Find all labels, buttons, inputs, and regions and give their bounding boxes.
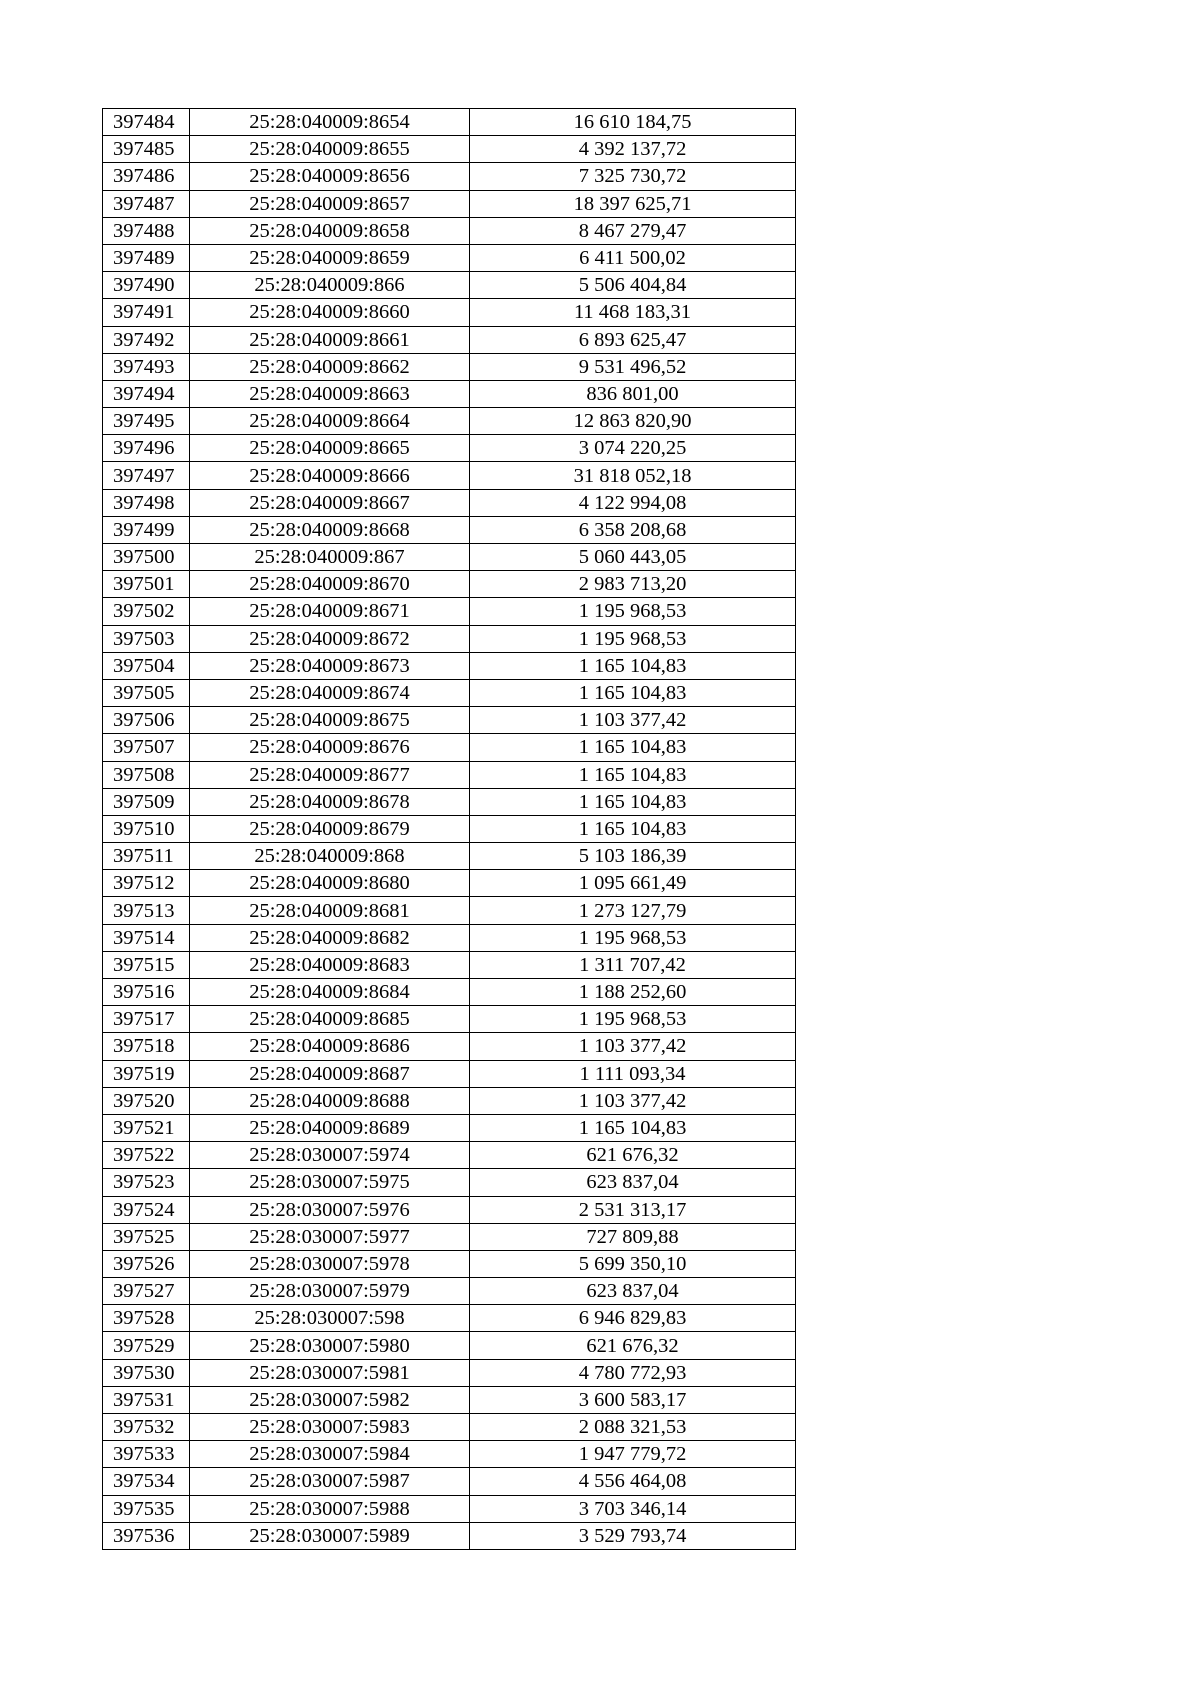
cadastral-number-cell: 25:28:040009:8684 [190, 979, 470, 1006]
row-number-cell: 397494 [103, 380, 190, 407]
cadastral-value-cell: 5 699 350,10 [470, 1250, 796, 1277]
cadastral-number-cell: 25:28:040009:8680 [190, 870, 470, 897]
table-row [103, 462, 796, 489]
cadastral-number-cell: 25:28:040009:8663 [190, 380, 470, 407]
table-row [103, 1522, 796, 1549]
cadastral-value-cell: 11 468 183,31 [470, 299, 796, 326]
table-row [103, 1006, 796, 1033]
cadastral-number-cell: 25:28:040009:8685 [190, 1006, 470, 1033]
table-row [103, 1250, 796, 1277]
cadastral-value-cell: 2 531 313,17 [470, 1196, 796, 1223]
table-row [103, 516, 796, 543]
row-number-cell: 397530 [103, 1359, 190, 1386]
cadastral-number-cell: 25:28:040009:8657 [190, 190, 470, 217]
row-number-cell: 397529 [103, 1332, 190, 1359]
table-row [103, 951, 796, 978]
row-number-cell: 397490 [103, 272, 190, 299]
row-number-cell: 397487 [103, 190, 190, 217]
row-number-cell: 397491 [103, 299, 190, 326]
cadastral-value-cell: 6 358 208,68 [470, 516, 796, 543]
cadastral-number-cell: 25:28:040009:8659 [190, 244, 470, 271]
row-number-cell: 397524 [103, 1196, 190, 1223]
cadastral-number-cell: 25:28:030007:5976 [190, 1196, 470, 1223]
cadastral-value-cell: 1 165 104,83 [470, 1114, 796, 1141]
cadastral-value-cell: 3 529 793,74 [470, 1522, 796, 1549]
cadastral-value-cell: 1 103 377,42 [470, 1033, 796, 1060]
table-row [103, 544, 796, 571]
cadastral-value-cell: 3 703 346,14 [470, 1495, 796, 1522]
table-row [103, 1169, 796, 1196]
cadastral-value-cell: 8 467 279,47 [470, 217, 796, 244]
cadastral-number-cell: 25:28:040009:868 [190, 843, 470, 870]
cadastral-number-cell: 25:28:040009:8679 [190, 815, 470, 842]
cadastral-value-cell: 4 392 137,72 [470, 136, 796, 163]
cadastral-number-cell: 25:28:040009:8686 [190, 1033, 470, 1060]
cadastral-number-cell: 25:28:040009:8667 [190, 489, 470, 516]
row-number-cell: 397513 [103, 897, 190, 924]
table-row [103, 1414, 796, 1441]
cadastral-number-cell: 25:28:040009:8674 [190, 679, 470, 706]
table-row [103, 788, 796, 815]
row-number-cell: 397510 [103, 815, 190, 842]
cadastral-number-cell: 25:28:040009:8672 [190, 625, 470, 652]
table-row [103, 136, 796, 163]
cadastral-number-cell: 25:28:030007:5988 [190, 1495, 470, 1522]
table-row [103, 380, 796, 407]
cadastral-number-cell: 25:28:040009:8666 [190, 462, 470, 489]
cadastral-number-cell: 25:28:030007:5987 [190, 1468, 470, 1495]
cadastral-number-cell: 25:28:040009:8677 [190, 761, 470, 788]
cadastral-number-cell: 25:28:040009:8687 [190, 1060, 470, 1087]
cadastral-number-cell: 25:28:030007:5975 [190, 1169, 470, 1196]
row-number-cell: 397502 [103, 598, 190, 625]
row-number-cell: 397509 [103, 788, 190, 815]
cadastral-value-cell: 1 195 968,53 [470, 924, 796, 951]
cadastral-number-cell: 25:28:040009:8662 [190, 353, 470, 380]
cadastral-value-cell: 621 676,32 [470, 1332, 796, 1359]
cadastral-number-cell: 25:28:040009:8654 [190, 109, 470, 136]
row-number-cell: 397531 [103, 1386, 190, 1413]
table-row [103, 1468, 796, 1495]
cadastral-value-cell: 6 411 500,02 [470, 244, 796, 271]
cadastral-value-cell: 5 103 186,39 [470, 843, 796, 870]
row-number-cell: 397499 [103, 516, 190, 543]
cadastral-value-cell: 4 122 994,08 [470, 489, 796, 516]
row-number-cell: 397525 [103, 1223, 190, 1250]
cadastral-value-cell: 1 165 104,83 [470, 734, 796, 761]
cadastral-number-cell: 25:28:040009:8664 [190, 408, 470, 435]
cadastral-value-cell: 7 325 730,72 [470, 163, 796, 190]
table-row [103, 1223, 796, 1250]
cadastral-number-cell: 25:28:040009:8682 [190, 924, 470, 951]
row-number-cell: 397522 [103, 1142, 190, 1169]
table-body [103, 109, 796, 1550]
cadastral-value-cell: 1 165 104,83 [470, 815, 796, 842]
cadastral-value-cell: 1 165 104,83 [470, 652, 796, 679]
cadastral-value-cell: 31 818 052,18 [470, 462, 796, 489]
cadastral-value-cell: 1 111 093,34 [470, 1060, 796, 1087]
cadastral-value-cell: 16 610 184,75 [470, 109, 796, 136]
row-number-cell: 397528 [103, 1305, 190, 1332]
row-number-cell: 397506 [103, 707, 190, 734]
table-row [103, 1305, 796, 1332]
row-number-cell: 397503 [103, 625, 190, 652]
cadastral-value-cell: 9 531 496,52 [470, 353, 796, 380]
cadastral-value-cell: 1 165 104,83 [470, 788, 796, 815]
cadastral-value-cell: 727 809,88 [470, 1223, 796, 1250]
cadastral-number-cell: 25:28:030007:5979 [190, 1278, 470, 1305]
cadastral-value-cell: 1 947 779,72 [470, 1441, 796, 1468]
cadastral-value-cell: 836 801,00 [470, 380, 796, 407]
table-row [103, 1359, 796, 1386]
table-row [103, 190, 796, 217]
cadastral-value-table [102, 108, 796, 1550]
cadastral-value-cell: 2 088 321,53 [470, 1414, 796, 1441]
cadastral-number-cell: 25:28:040009:8668 [190, 516, 470, 543]
table-row [103, 1142, 796, 1169]
cadastral-value-cell: 3 600 583,17 [470, 1386, 796, 1413]
cadastral-number-cell: 25:28:030007:598 [190, 1305, 470, 1332]
table-row [103, 1196, 796, 1223]
cadastral-value-cell: 5 506 404,84 [470, 272, 796, 299]
row-number-cell: 397534 [103, 1468, 190, 1495]
cadastral-number-cell: 25:28:030007:5989 [190, 1522, 470, 1549]
cadastral-value-cell: 4 556 464,08 [470, 1468, 796, 1495]
cadastral-value-cell: 623 837,04 [470, 1278, 796, 1305]
row-number-cell: 397497 [103, 462, 190, 489]
cadastral-number-cell: 25:28:030007:5984 [190, 1441, 470, 1468]
cadastral-number-cell: 25:28:040009:8676 [190, 734, 470, 761]
cadastral-number-cell: 25:28:040009:866 [190, 272, 470, 299]
cadastral-value-cell: 623 837,04 [470, 1169, 796, 1196]
row-number-cell: 397511 [103, 843, 190, 870]
row-number-cell: 397500 [103, 544, 190, 571]
row-number-cell: 397523 [103, 1169, 190, 1196]
cadastral-number-cell: 25:28:040009:8683 [190, 951, 470, 978]
row-number-cell: 397495 [103, 408, 190, 435]
cadastral-value-cell: 1 165 104,83 [470, 679, 796, 706]
row-number-cell: 397512 [103, 870, 190, 897]
cadastral-value-cell: 1 195 968,53 [470, 598, 796, 625]
table-row [103, 598, 796, 625]
cadastral-number-cell: 25:28:030007:5981 [190, 1359, 470, 1386]
cadastral-number-cell: 25:28:040009:8689 [190, 1114, 470, 1141]
table-row [103, 326, 796, 353]
table-row [103, 163, 796, 190]
table-row [103, 571, 796, 598]
row-number-cell: 397496 [103, 435, 190, 462]
row-number-cell: 397492 [103, 326, 190, 353]
row-number-cell: 397533 [103, 1441, 190, 1468]
cadastral-value-cell: 1 195 968,53 [470, 1006, 796, 1033]
row-number-cell: 397519 [103, 1060, 190, 1087]
table-row [103, 272, 796, 299]
cadastral-number-cell: 25:28:040009:8658 [190, 217, 470, 244]
cadastral-value-cell: 3 074 220,25 [470, 435, 796, 462]
cadastral-value-cell: 1 103 377,42 [470, 707, 796, 734]
table-row [103, 353, 796, 380]
row-number-cell: 397521 [103, 1114, 190, 1141]
table-row [103, 843, 796, 870]
table-row [103, 109, 796, 136]
table-row [103, 1495, 796, 1522]
cadastral-value-cell: 6 946 829,83 [470, 1305, 796, 1332]
table-row [103, 924, 796, 951]
table-row [103, 489, 796, 516]
cadastral-value-cell: 5 060 443,05 [470, 544, 796, 571]
cadastral-value-cell: 1 311 707,42 [470, 951, 796, 978]
table-row [103, 815, 796, 842]
table-row [103, 1087, 796, 1114]
row-number-cell: 397488 [103, 217, 190, 244]
table-row [103, 734, 796, 761]
cadastral-value-cell: 621 676,32 [470, 1142, 796, 1169]
table-row [103, 1033, 796, 1060]
row-number-cell: 397515 [103, 951, 190, 978]
cadastral-value-cell: 18 397 625,71 [470, 190, 796, 217]
cadastral-value-cell: 1 103 377,42 [470, 1087, 796, 1114]
table-row [103, 1386, 796, 1413]
cadastral-number-cell: 25:28:040009:8665 [190, 435, 470, 462]
cadastral-value-cell: 2 983 713,20 [470, 571, 796, 598]
cadastral-number-cell: 25:28:030007:5974 [190, 1142, 470, 1169]
row-number-cell: 397535 [103, 1495, 190, 1522]
table-row [103, 299, 796, 326]
cadastral-value-cell: 1 095 661,49 [470, 870, 796, 897]
row-number-cell: 397532 [103, 1414, 190, 1441]
row-number-cell: 397504 [103, 652, 190, 679]
cadastral-number-cell: 25:28:040009:8656 [190, 163, 470, 190]
cadastral-number-cell: 25:28:030007:5977 [190, 1223, 470, 1250]
row-number-cell: 397505 [103, 679, 190, 706]
cadastral-number-cell: 25:28:040009:8661 [190, 326, 470, 353]
row-number-cell: 397536 [103, 1522, 190, 1549]
cadastral-value-cell: 1 195 968,53 [470, 625, 796, 652]
cadastral-number-cell: 25:28:040009:867 [190, 544, 470, 571]
row-number-cell: 397486 [103, 163, 190, 190]
cadastral-number-cell: 25:28:040009:8678 [190, 788, 470, 815]
row-number-cell: 397527 [103, 1278, 190, 1305]
table-row [103, 408, 796, 435]
row-number-cell: 397516 [103, 979, 190, 1006]
cadastral-number-cell: 25:28:040009:8660 [190, 299, 470, 326]
table-row [103, 217, 796, 244]
table-row [103, 1441, 796, 1468]
cadastral-number-cell: 25:28:040009:8688 [190, 1087, 470, 1114]
cadastral-number-cell: 25:28:040009:8671 [190, 598, 470, 625]
cadastral-number-cell: 25:28:030007:5978 [190, 1250, 470, 1277]
table-row [103, 761, 796, 788]
row-number-cell: 397507 [103, 734, 190, 761]
cadastral-value-cell: 1 188 252,60 [470, 979, 796, 1006]
table-row [103, 435, 796, 462]
cadastral-value-cell: 1 165 104,83 [470, 761, 796, 788]
row-number-cell: 397518 [103, 1033, 190, 1060]
cadastral-number-cell: 25:28:030007:5982 [190, 1386, 470, 1413]
row-number-cell: 397508 [103, 761, 190, 788]
table-row [103, 979, 796, 1006]
table-row [103, 244, 796, 271]
row-number-cell: 397517 [103, 1006, 190, 1033]
table-row [103, 897, 796, 924]
table-row [103, 652, 796, 679]
row-number-cell: 397489 [103, 244, 190, 271]
cadastral-value-cell: 12 863 820,90 [470, 408, 796, 435]
cadastral-number-cell: 25:28:040009:8655 [190, 136, 470, 163]
row-number-cell: 397484 [103, 109, 190, 136]
cadastral-number-cell: 25:28:040009:8673 [190, 652, 470, 679]
row-number-cell: 397501 [103, 571, 190, 598]
cadastral-number-cell: 25:28:040009:8670 [190, 571, 470, 598]
row-number-cell: 397514 [103, 924, 190, 951]
table-row [103, 1332, 796, 1359]
table-row [103, 1114, 796, 1141]
cadastral-number-cell: 25:28:030007:5980 [190, 1332, 470, 1359]
row-number-cell: 397520 [103, 1087, 190, 1114]
table-row [103, 870, 796, 897]
table-row [103, 1060, 796, 1087]
table-row [103, 679, 796, 706]
table-row [103, 625, 796, 652]
cadastral-value-cell: 1 273 127,79 [470, 897, 796, 924]
row-number-cell: 397485 [103, 136, 190, 163]
row-number-cell: 397526 [103, 1250, 190, 1277]
cadastral-number-cell: 25:28:030007:5983 [190, 1414, 470, 1441]
cadastral-number-cell: 25:28:040009:8681 [190, 897, 470, 924]
row-number-cell: 397498 [103, 489, 190, 516]
cadastral-number-cell: 25:28:040009:8675 [190, 707, 470, 734]
cadastral-value-cell: 4 780 772,93 [470, 1359, 796, 1386]
cadastral-value-cell: 6 893 625,47 [470, 326, 796, 353]
row-number-cell: 397493 [103, 353, 190, 380]
table-row [103, 707, 796, 734]
table-row [103, 1278, 796, 1305]
